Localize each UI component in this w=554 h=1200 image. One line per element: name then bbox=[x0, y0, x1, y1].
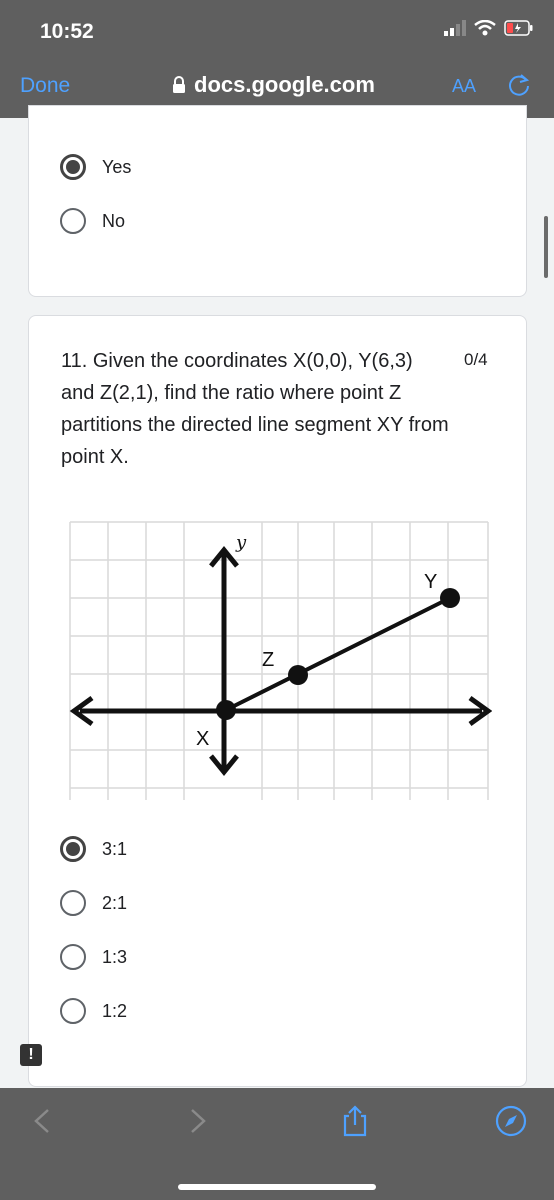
y-axis-label: y bbox=[236, 532, 247, 553]
option-2-1[interactable] bbox=[60, 888, 127, 918]
question-text: 11. Given the coordinates X(0,0), Y(6,3) and Z(2,1), find the ratio where point Z partitions the directed line segment XY from point X. bbox=[61, 350, 449, 468]
point-z bbox=[288, 665, 308, 685]
point-y bbox=[440, 588, 460, 608]
scrollbar[interactable] bbox=[544, 216, 548, 278]
option-1-2[interactable] bbox=[60, 996, 127, 1026]
status-bar bbox=[0, 0, 554, 60]
back-icon[interactable] bbox=[26, 1104, 60, 1138]
radio-button-checked[interactable] bbox=[60, 836, 86, 862]
radio-button-checked[interactable] bbox=[60, 154, 86, 180]
radio-button[interactable] bbox=[60, 208, 86, 234]
coordinate-graph bbox=[62, 520, 492, 802]
point-y-label: Y bbox=[424, 571, 438, 593]
done-button[interactable]: Done bbox=[20, 74, 71, 97]
share-icon[interactable] bbox=[338, 1104, 372, 1138]
points-badge: 0/4 bbox=[464, 350, 488, 369]
point-x bbox=[216, 700, 236, 720]
home-indicator[interactable] bbox=[178, 1184, 376, 1190]
segment-xy bbox=[226, 598, 450, 710]
forward-icon[interactable] bbox=[180, 1104, 214, 1138]
radio-button[interactable] bbox=[60, 890, 86, 916]
address-bar[interactable] bbox=[172, 72, 375, 98]
option-no[interactable] bbox=[60, 206, 125, 236]
point-z-label: Z bbox=[262, 649, 275, 671]
radio-button[interactable] bbox=[60, 998, 86, 1024]
lock-icon bbox=[172, 76, 186, 94]
status-icons bbox=[444, 20, 534, 36]
option-label: No bbox=[102, 210, 126, 231]
option-label: Yes bbox=[102, 156, 132, 177]
reload-icon[interactable] bbox=[506, 72, 532, 98]
option-3-1[interactable] bbox=[60, 834, 127, 864]
text-size-button[interactable]: AA bbox=[452, 76, 477, 96]
previous-question-card bbox=[28, 105, 527, 297]
option-label: 3:1 bbox=[102, 838, 128, 859]
option-label: 1:3 bbox=[102, 946, 128, 967]
url-text: docs.google.com bbox=[194, 72, 375, 97]
wifi-icon bbox=[474, 20, 496, 36]
option-label: 2:1 bbox=[102, 892, 128, 913]
battery-icon bbox=[504, 20, 534, 36]
option-label: 1:2 bbox=[102, 1000, 128, 1021]
grid bbox=[70, 522, 488, 800]
compass-icon[interactable] bbox=[494, 1104, 528, 1138]
status-time: 10:52 bbox=[40, 20, 94, 43]
browser-toolbar bbox=[0, 1088, 554, 1200]
point-x-label: X bbox=[196, 728, 210, 750]
radio-button[interactable] bbox=[60, 944, 86, 970]
option-yes[interactable] bbox=[60, 152, 131, 182]
option-1-3[interactable] bbox=[60, 942, 127, 972]
warning-icon[interactable]: ! bbox=[20, 1044, 42, 1066]
signal-icon bbox=[444, 20, 466, 36]
